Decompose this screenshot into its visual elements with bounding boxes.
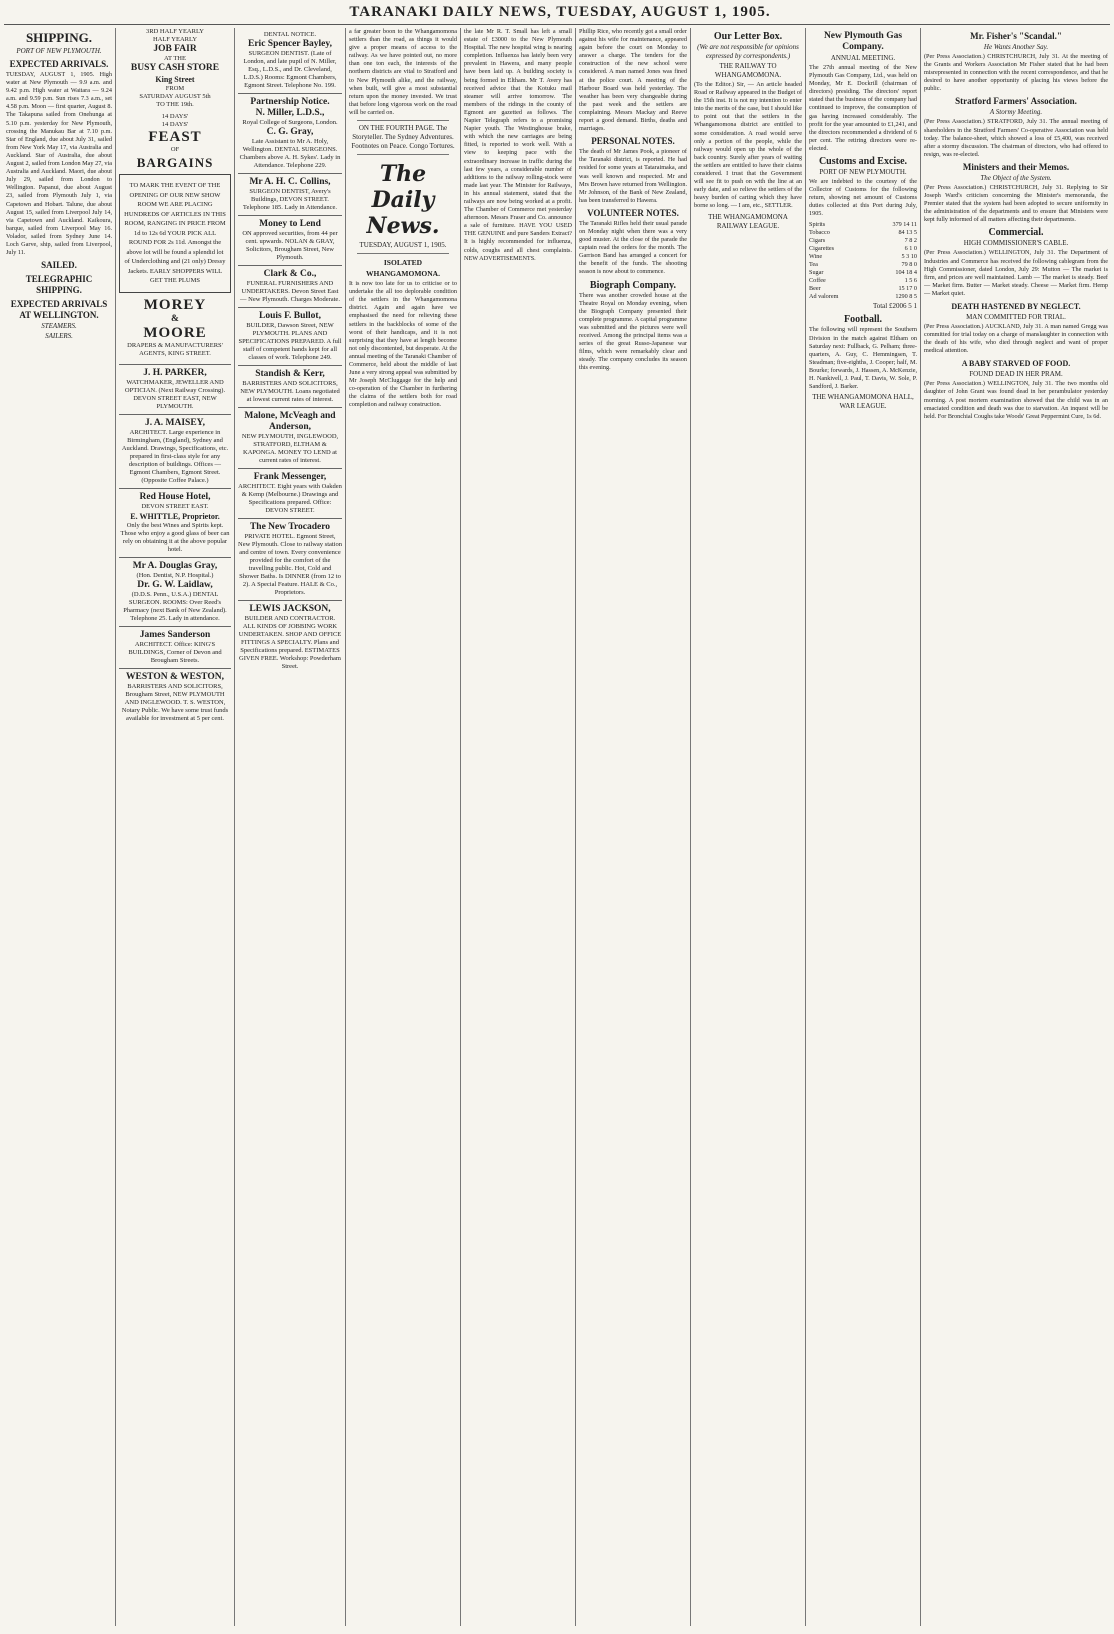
notice-money-title: Money to Lend (259, 219, 321, 229)
customs-item: Sugar (809, 269, 824, 277)
ad-job-fair-line: FROM (165, 85, 185, 92)
notice-bullot-name: Louis F. Bullot, (259, 311, 321, 321)
neglect-heading: DEATH HASTENED BY NEGLECT. (951, 301, 1081, 311)
ad-weston-body: BARRISTERS AND SOLICITORS, Brougham Street, NEW PLYMOUTH AND INGLEWOOD. T. S. WESTON, Notary Public. We have some trust funds available for investment at 5 per cent. (121, 682, 229, 722)
ad-ampersand: & (171, 313, 179, 324)
volunteer-notes-body: The Taranaki Rifles held their usual parade on Monday night when there was a very good muster. At the close of the parade the captain read the orders for the month. The Garrison Band has arranged a concert for the benefit of the funds. The shooting season is now about to commence. (579, 219, 687, 276)
ad-job-fair-days: 14 DAYS' (161, 121, 189, 128)
notice-bullot-body: BUILDER, Dawson Street, NEW PLYMOUTH. PLANS AND SPECIFICATIONS PREPARED. A full staff of competent hands kept for all classes of work. Telephone 249. (238, 322, 342, 361)
masthead: TARANAKI DAILY NEWS, TUESDAY, AUGUST 1, 1905. (349, 4, 771, 20)
notice-malone (238, 407, 342, 468)
ad-parker-body: WATCHMAKER, JEWELLER AND OPTICIAN. (Next Railway Crossing). DEVON STREET EAST, NEW PLYMOUTH. (124, 378, 226, 410)
neglect-body: (Per Press Association.) AUCKLAND, July 31. A man named Gregg was committed for trial today on a charge of manslaughter in connection with the death of his wife, who died through neglect and want of proper medical attention. (924, 322, 1108, 355)
ad-parker-name: J. H. PARKER, (143, 367, 207, 378)
notice-clark-name: Clark & Co., (263, 269, 317, 279)
notice-money-body: ON approved securities, from 44 per cent. upwards. NOLAN & GRAY, Solicitors, Brougham Street, New Plymouth. (242, 230, 338, 261)
customs-row (809, 285, 917, 293)
ad-morey-moore-desc: DRAPERS & MANUFACTURERS' AGENTS, KING STREET. (127, 341, 223, 357)
divider (357, 253, 449, 254)
shipping-heading: SHIPPING. (25, 30, 93, 45)
notice-malone-body: NEW PLYMOUTH, INGLEWOOD, STRATFORD, ELTHAM & KAPONGA. MONEY TO LEND at current rates of interest. (241, 433, 339, 464)
notice-jackson (238, 600, 342, 674)
notice-dental-title: DENTAL NOTICE. (263, 31, 317, 38)
news-text: Phillip Rice, who recently got a small order against his wife for maintenance, appeared again before the court on Monday to answer a charge. The tenders for the construction of the new school were considered. A man named Jones was fined at the police court. A meeting of the Harbour Board was held yesterday. The weather has been very changeable during the past week and the settlers are complaining. Messrs Mackay and Reeve report a good demand. Births, deaths and marriages. (579, 28, 687, 133)
customs-row (809, 269, 917, 277)
notice-messenger-name: Frank Messenger, (253, 472, 327, 482)
notice-jackson-name: LEWIS JACKSON, (249, 604, 331, 614)
ad-feast-of: OF (170, 146, 180, 153)
gas-company-body: The 27th annual meeting of the New Plymouth Gas Company, Ltd., was held on Monday, Mr E. Dockrill (chairman of directors) presiding. The directors' report stated that the business of the company had continued to improve, the consumption of gas having increased considerably. The profit for the year amounted to £1,241, and the directors recommended a dividend of 6 per cent. The retiring directors were re-elected. (809, 64, 917, 152)
column-rule (115, 28, 116, 1626)
customs-item: Spirits (809, 220, 826, 228)
football-heading: Football. (843, 314, 883, 326)
letter-box-note: (We are not responsible for opinions expressed by correspondents.) (697, 43, 799, 60)
customs-table (809, 221, 917, 302)
customs-value: 5 3 10 (901, 252, 917, 260)
commercial-heading: Commercial. (988, 227, 1044, 239)
column-gas-customs (809, 28, 917, 1626)
customs-total: Total £2006 5 1 (872, 302, 917, 311)
column-rule (234, 28, 235, 1626)
biograph-heading: Biograph Company. (589, 279, 677, 291)
ministers-body: (Per Press Association.) CHRISTCHURCH, July 31. Replying to Sir Joseph Ward's criticism concerning the Minister's memoranda, the Premier stated that the system had been adopted to secure uniformity in the administration of the departments and to ensure that Ministers were kept fully informed of all matters affecting their departments. (924, 183, 1108, 224)
notice-trocadero-name: The New Trocadero (249, 522, 331, 532)
customs-row (809, 229, 917, 237)
notice-collins-name: Mr A. H. C. Collins, (249, 177, 331, 187)
column-letter-box (694, 28, 802, 1626)
customs-port: PORT OF NEW PLYMOUTH. (819, 168, 907, 177)
notice-partnership-name: N. Miller, L.D.S., (255, 108, 325, 118)
column-rule (920, 28, 921, 1626)
notice-standish-name: Standish & Kerr, (255, 369, 325, 379)
ad-job-fair-line: AT THE (164, 55, 186, 62)
customs-value: 7 8 2 (904, 236, 917, 244)
customs-row (809, 245, 917, 253)
shipping-text: TUESDAY, AUGUST 1, 1905. High water at New Plymouth — 9.9 a.m. and 9.42 p.m. High water at Waitara — 9.24 a.m. and 9.59 p.m. Sun rises 7.3 a.m., set 4.58 p.m. Moon — first quarter, August 8. The Takapuna sailed from Onehunga at 5.10 p.m. yesterday for New Plymouth, crossing the Manukau Bar at 7.10 p.m. Star of England, due about July 31, sailed from New York May 17, via Australia and Auckland. Star of Australia, due about August 2, sailed from London May 27, via Australia and Auckland. Maori, due about July 29, sailed from London to Wellington. Papanui, due about August 23, sailed from Plymouth July 1, via Capetown and Hobart. Talune, due about August 15, sailed from Liverpool July 14, via Capetown and Auckland. Kaikoura, barque, sailed from Liverpool May 16. Volador, sailed from Sydney June 14. Loch Garve, ship, sailed from Liverpool, July 11. (6, 71, 112, 257)
customs-heading: Customs and Excise. (818, 156, 908, 168)
notice-collins (238, 173, 342, 215)
customs-value: 6 1 0 (904, 244, 917, 252)
daily-news-date: TUESDAY, AUGUST 1, 1905. (359, 241, 447, 250)
ministers-sub: The Object of the System. (980, 173, 1052, 182)
customs-row (809, 261, 917, 269)
ad-red-house-name: Red House Hotel, (139, 491, 211, 502)
shipping-subheading: SAILED. (41, 260, 77, 271)
column-rule (690, 28, 691, 1626)
notice-dental-body: SURGEON DENTIST. (Late of London, and late pupil of N. Miller, Esq., L.D.S., and Dr. Cleveland, L.D.S.) Rooms: Egmont Chambers, Egmont Street. Telephone No. 199. (243, 50, 337, 89)
ad-weston-name: WESTON & WESTON, (126, 671, 224, 682)
column-shipping (6, 28, 112, 1626)
divider (357, 120, 449, 121)
customs-row (809, 237, 917, 245)
fisher-sub: He Wants Another Say. (983, 43, 1049, 51)
masthead-rule (4, 24, 1110, 25)
shipping-subheading: TELEGRAPHIC SHIPPING. (25, 274, 93, 296)
baby-body: (Per Press Association.) WELLINGTON, July 31. The two months old daughter of John Grant was found dead in her perambulator yesterday morning. A post mortem examination showed that the child was in an emaciated condition and death was due to starvation. An inquest will be held. For Bronchial Coughs take Woods' Great Peppermint Cure, 1s 6d. (924, 380, 1108, 420)
customs-value: 1290 8 5 (895, 293, 917, 301)
ad-parker (119, 364, 231, 414)
divider (357, 154, 449, 155)
notice-dental-name: Eric Spencer Bayley, (248, 39, 332, 49)
ad-gray-body: (Hon. Dentist, N.P. Hospital.) (136, 571, 214, 579)
notice-messenger (238, 468, 342, 518)
ministers-heading: Ministers and their Memos. (962, 161, 1070, 172)
customs-item: Coffee (809, 277, 826, 285)
notice-dental (238, 28, 342, 93)
customs-intro: We are indebted to the courtesy of the Collector of Customs for the following return, showing net amount of Customs duties collected at this Port during July, 1905. (809, 178, 917, 218)
shipping-subheading: SAILERS. (45, 332, 73, 341)
customs-value: 104 18 4 (895, 269, 917, 277)
ad-gray-name: Mr A. Douglas Gray, (132, 560, 218, 571)
customs-item: Cigarettes (809, 244, 835, 252)
notice-jackson-body: BUILDER AND CONTRACTOR. ALL KINDS OF JOBBING WORK UNDERTAKEN. SHOP AND OFFICE FITTINGS A SPECIALTY. Plans and Specifications prepared. ESTIMATES GIVEN FREE. Workshop: Powderham Street. (238, 615, 342, 670)
notice-trocadero (238, 518, 342, 600)
leader-body: It is now too late for us to criticise or to undertake the all too deplorable condition of the settlers in the Whangamomona district. Again and again have we emphasised the need for relieving these settlers in the backblocks of some of the worst of their handicaps, and it is not surprising that they have at length become not only discontented, but desperate. At the annual meeting of the Taranaki Chamber of Commerce, held about the middle of last June a very strong appeal was submitted by Mr Joseph McCluggage for the help and co-operation of the Chamber in furthering the claims of the settlers both for road completion and railway construction. (349, 280, 457, 409)
notice-standish (238, 365, 342, 407)
customs-row (809, 221, 917, 229)
column-rule (805, 28, 806, 1626)
notice-money (238, 215, 342, 265)
customs-value: 15 17 0 (898, 285, 917, 293)
ad-sanderson-name: James Sanderson (139, 629, 211, 640)
ad-job-fair-date: SATURDAY AUGUST 5th (139, 93, 211, 100)
ad-job-fair-street: King Street (155, 75, 195, 84)
commercial-sub: HIGH COMMISSIONER'S CABLE. (963, 239, 1069, 248)
personal-notes-heading: PERSONAL NOTES. (591, 136, 675, 147)
column-rule (460, 28, 461, 1626)
column-rule (575, 28, 576, 1626)
neglect-sub: MAN COMMITTED FOR TRIAL. (966, 312, 1066, 321)
ad-moore: MOORE (143, 324, 207, 341)
biograph-body: There was another crowded house at the Theatre Royal on Monday evening, when the Biograph Company presented their complete programme. A capital programme was submitted and the pictures were well received. Among the principal items was a series of the great Russo-Japanese war films, which were remarkably clear and steady. The company concludes its season this evening. (579, 291, 687, 372)
letter-text: (To the Editor.) Sir, — An article headed Road or Railway appeared in the Budget of the 15th inst. It is not my intention to enter into the merits of the case, but I should like to point out that the settlers in the Whangamomona district are entitled to some consideration. A road would serve only a portion of the people, while the railway would open up the whole of the back country. Surely after years of waiting the settlers are entitled to have their claims considered. I trust that the Government will see fit to push on with the line at an early date, and so relieve the settlers of the heavy burden of carting which they have borne so long. — I am, etc., SETTLER. (694, 81, 802, 210)
column-rule (345, 28, 346, 1626)
ad-job-fair-date: TO THE 19th. (156, 101, 194, 108)
notice-gray-name: C. G. Gray, (266, 127, 314, 137)
notice-partnership-title: Partnership Notice. (250, 97, 330, 107)
farmers-sub: A Stormy Meeting. (989, 108, 1043, 117)
shipping-subheading: EXPECTED ARRIVALS. (9, 59, 109, 69)
fisher-body: (Per Press Association.) CHRISTCHURCH, July 31. At the meeting of the Grants and Workers Association Mr Fisher stated that he had been misrepresented in connection with the recent correspondence, and that he desired to have another opportunity of placing his views before the public. (924, 53, 1108, 93)
notice-standish-body: BARRISTERS AND SOLICITORS, NEW PLYMOUTH. Loans negotiated at lowest current rates of interest. (240, 380, 340, 403)
customs-row (809, 277, 917, 285)
daily-news-title: The Daily News. (366, 161, 440, 240)
fourth-page-notice: ON THE FOURTH PAGE. The Storyteller. The Sydney Adventures. Footnotes on Peace. Congo Tortures. (351, 124, 455, 151)
letter-title: THE RAILWAY TO WHANGAMOMONA. (714, 62, 782, 79)
customs-row (809, 293, 917, 301)
customs-row (809, 253, 917, 261)
ad-job-fair-store: BUSY CASH STORE (130, 63, 220, 73)
notice-partnership-body: Royal College of Surgeons, London. (242, 119, 338, 126)
local-news-text: the late Mr R. T. Small has left a small estate of £3000 to the New Plymouth Hospital. The new hospital wing is nearing completion. Influenza has lately been very prevalent in Hawera, and many people have been laid up. A building society is being formed in Eltham. Mr T. Avery has received advice that the Kotuku mail steamer will arrive tomorrow. The members of the ridings in the county of Egmont are gazetted as follows. The Napier Telegraph refers to a promising Napier youth. The Westinghouse brake, with which the new carriages are being fitted, is reported to work well. With a view to keeping pace with the extraordinary increase in traffic during the last few years, a considerable number of additions to the railway rolling-stock were made last year. The Minister for Railways, in his annual statement, stated that the railways are now being worked at a profit. The Chamber of Commerce met yesterday afternoon. Messrs Fraser and Co. announce a sale of furniture. HAVE YOU USED THE GENUINE and pure Sanders Extract? It is highly recommended for influenza, colds, coughs and all chest complaints. NEW ADVERTISEMENTS. (464, 28, 572, 262)
shipping-subheading: STEAMERS. (41, 322, 77, 331)
customs-item: Wine (809, 252, 823, 260)
customs-item: Cigars (809, 236, 826, 244)
column-ads-left (119, 28, 231, 1626)
ad-gray (119, 557, 231, 626)
editorial-lead-text: a far greater boon to the Whangamomona settlers than the road, as things it would give a proper means of access to the railway. As we have pointed out, no more than one ton each, the interests of the northern districts are vital to Stratford and to New Plymouth alike, and the railway, when built, will give a most substantial return upon the money invested. We trust that before long vigorous work on the road will be carried on. (349, 28, 457, 116)
farmers-heading: Stratford Farmers' Association. (955, 96, 1077, 107)
customs-value: 79 8 0 (901, 260, 917, 268)
column-editorial (349, 28, 457, 1626)
baby-heading: A BABY STARVED OF FOOD. (961, 359, 1071, 369)
hall-ad: THE WHANGAMOMONA HALL, WAR LEAGUE. (812, 393, 914, 411)
ad-sanderson-body: ARCHITECT. Office: KING'S BUILDINGS, Corner of Devon and Brougham Streets. (128, 640, 222, 664)
customs-value: 379 14 11 (892, 220, 917, 228)
customs-item: Tea (809, 260, 818, 268)
notice-messenger-body: ARCHITECT. Eight years with Oakden & Kemp (Melbourne.) Drawings and Specifications prepared. Office: DEVON STREET. (238, 483, 342, 514)
ad-job-fair-line: 3RD HALF YEARLY (146, 28, 204, 35)
shipping-subheading: EXPECTED ARRIVALS AT WELLINGTON. (10, 299, 108, 321)
letter-box-heading: Our Letter Box. (713, 31, 783, 42)
ad-red-house-proprietor: E. WHITTLE, Proprietor. (130, 511, 220, 521)
fisher-heading: Mr. Fisher's "Scandal." (970, 31, 1062, 41)
ad-red-house-body: Only the best Wines and Spirits kept. Those who enjoy a good glass of beer can rely on obtaining it at the above popular hotel. (120, 521, 230, 553)
ad-maisey-body: ARCHITECT. Large experience in Birmingham, (England), Sydney and Auckland. Drawings, Specifications, etc. prepared in first-class style for any description of buildings. Offices — Egmont Chambers, Egmont Street. (Opposite Coffee Palace.) (121, 428, 229, 484)
ad-job-fair-line: HALF YEARLY (152, 36, 198, 43)
ad-feast: FEAST (148, 129, 202, 145)
column-telegrams (924, 28, 1108, 1626)
ad-job-fair-days: 14 DAYS' (161, 113, 189, 120)
column-news-2 (579, 28, 687, 1626)
notice-bullot (238, 307, 342, 365)
ad-laidlaw-name: Dr. G. W. Laidlaw, (137, 579, 213, 590)
ad-morey: MOREY (143, 296, 207, 313)
customs-item: Beer (809, 285, 821, 293)
notice-partnership (238, 93, 342, 173)
ad-maisey-name: J. A. MAISEY, (144, 417, 206, 428)
ad-red-house-hotel (119, 488, 231, 557)
gas-company-sub: ANNUAL MEETING. (830, 54, 896, 62)
customs-item: Ad valorem (809, 293, 839, 301)
notice-malone-name: Malone, McVeagh and Anderson, (244, 411, 336, 432)
customs-value: 1 5 6 (904, 277, 917, 285)
personal-notes-body: The death of Mr James Pook, a pioneer of the Taranaki district, is reported. He had resided for some years at Tataraimaka, and was well known and respected. Mr and Mrs Brown have returned from Wellington. Mr Johnson, of the Bank of New Zealand, has been transferred to Hawera. (579, 148, 687, 204)
commercial-body: (Per Press Association.) WELLINGTON, July 31. The Department of Industries and Commerce has received the following cablegram from the High Commissioner, dated London, July 29: Mutton — The market is firm, and prices are well maintained. Lamb — The market is steady. Beef — Market firm. Butter — Market steady. Cheese — Market firm. Hemp — Market quiet. (924, 249, 1108, 297)
volunteer-notes-heading: VOLUNTEER NOTES. (587, 207, 679, 218)
ad-bargains: BARGAINS (136, 155, 214, 170)
gas-company-heading: New Plymouth Gas Company. (823, 31, 903, 52)
customs-item: Tobacco (809, 228, 830, 236)
column-professional-notices (238, 28, 342, 1626)
ad-maisey (119, 414, 231, 488)
ad-weston (119, 668, 231, 726)
notice-clark (238, 265, 342, 307)
ad-laidlaw-body: (D.D.S. Penn., U.S.A.) DENTAL SURGEON. ROOMS: Over Reed's Pharmacy (next Bank of New Zealand). Telephone 25. Lady in attendance. (123, 590, 227, 622)
letter-footer: THE WHANGAMOMONA RAILWAY LEAGUE. (708, 212, 788, 230)
column-local-news (464, 28, 572, 1626)
leader-heading: ISOLATED WHANGAMOMONA. (366, 258, 440, 279)
ad-job-fair-title: JOB FAIR (153, 44, 197, 54)
notice-clark-body: FUNERAL FURNISHERS AND UNDERTAKERS. Devon Street East — New Plymouth. Charges Moderate. (240, 280, 340, 303)
farmers-body: (Per Press Association.) STRATFORD, July 31. The annual meeting of shareholders in the Stratford Farmers' Co-operative Association was held today. The balance-sheet, which showed a loss of £5,400, was received after a stormy discussion. The chairman of directors, who had offered to resign, was re-elected. (924, 118, 1108, 158)
notice-collins-body: SURGEON DENTIST, Avery's Buildings, DEVON STREET. Telephone 185. Lady in Attendance. (242, 188, 338, 211)
ad-sanderson (119, 626, 231, 668)
ad-red-house-street: DEVON STREET EAST. (141, 502, 209, 510)
baby-sub: FOUND DEAD IN HER PRAM. (969, 370, 1063, 379)
customs-value: 84 13 5 (898, 228, 917, 236)
notice-trocadero-body: PRIVATE HOTEL. Egmont Street, New Plymouth. Close to railway station and centre of town. Every convenience provided for the comfort of the travelling public. Hot, Cold and Shower Baths. Is DINNER (from 12 to 2). A Special Feature. HALE & Co., Proprietors. (238, 533, 342, 596)
shipping-port: PORT OF NEW PLYMOUTH. (16, 47, 102, 55)
ad-show-room-box: TO MARK THE EVENT OF THE OPENING OF OUR NEW SHOW ROOM WE ARE PLACING HUNDREDS OF ARTICLES IN THIS ROOM, RANGING IN PRICE FROM 1d to 12s 6d YOUR PICK ALL ROUND FOR 2s 11d. Amongst the above lot will be found a splendid lot of Underclothing and (21 only) Dressy Jackets. EARLY SHOPPERS WILL GET THE PLUMS (119, 174, 231, 293)
notice-gray-body: Late Assistant to Mr A. Holy, Wellington. DENTAL SURGEONS. Chambers above A. H. Sykes'. Lady in Attendance. Telephone 229. (239, 138, 341, 169)
football-body: The following will represent the Southern Division in the match against Eltham on Saturday next: Fullback, G. Pelham; three-quarters, A. Guy, C. Hemmingsen, T. Steadman; five-eighths, J. Cooper; half, M. Bourke; forwards, J. Hassen, A. McKenzie, H. Nankivell, J. Paul, T. Davis, W. Sole, P. Sandford, J. Barker. (809, 326, 917, 391)
